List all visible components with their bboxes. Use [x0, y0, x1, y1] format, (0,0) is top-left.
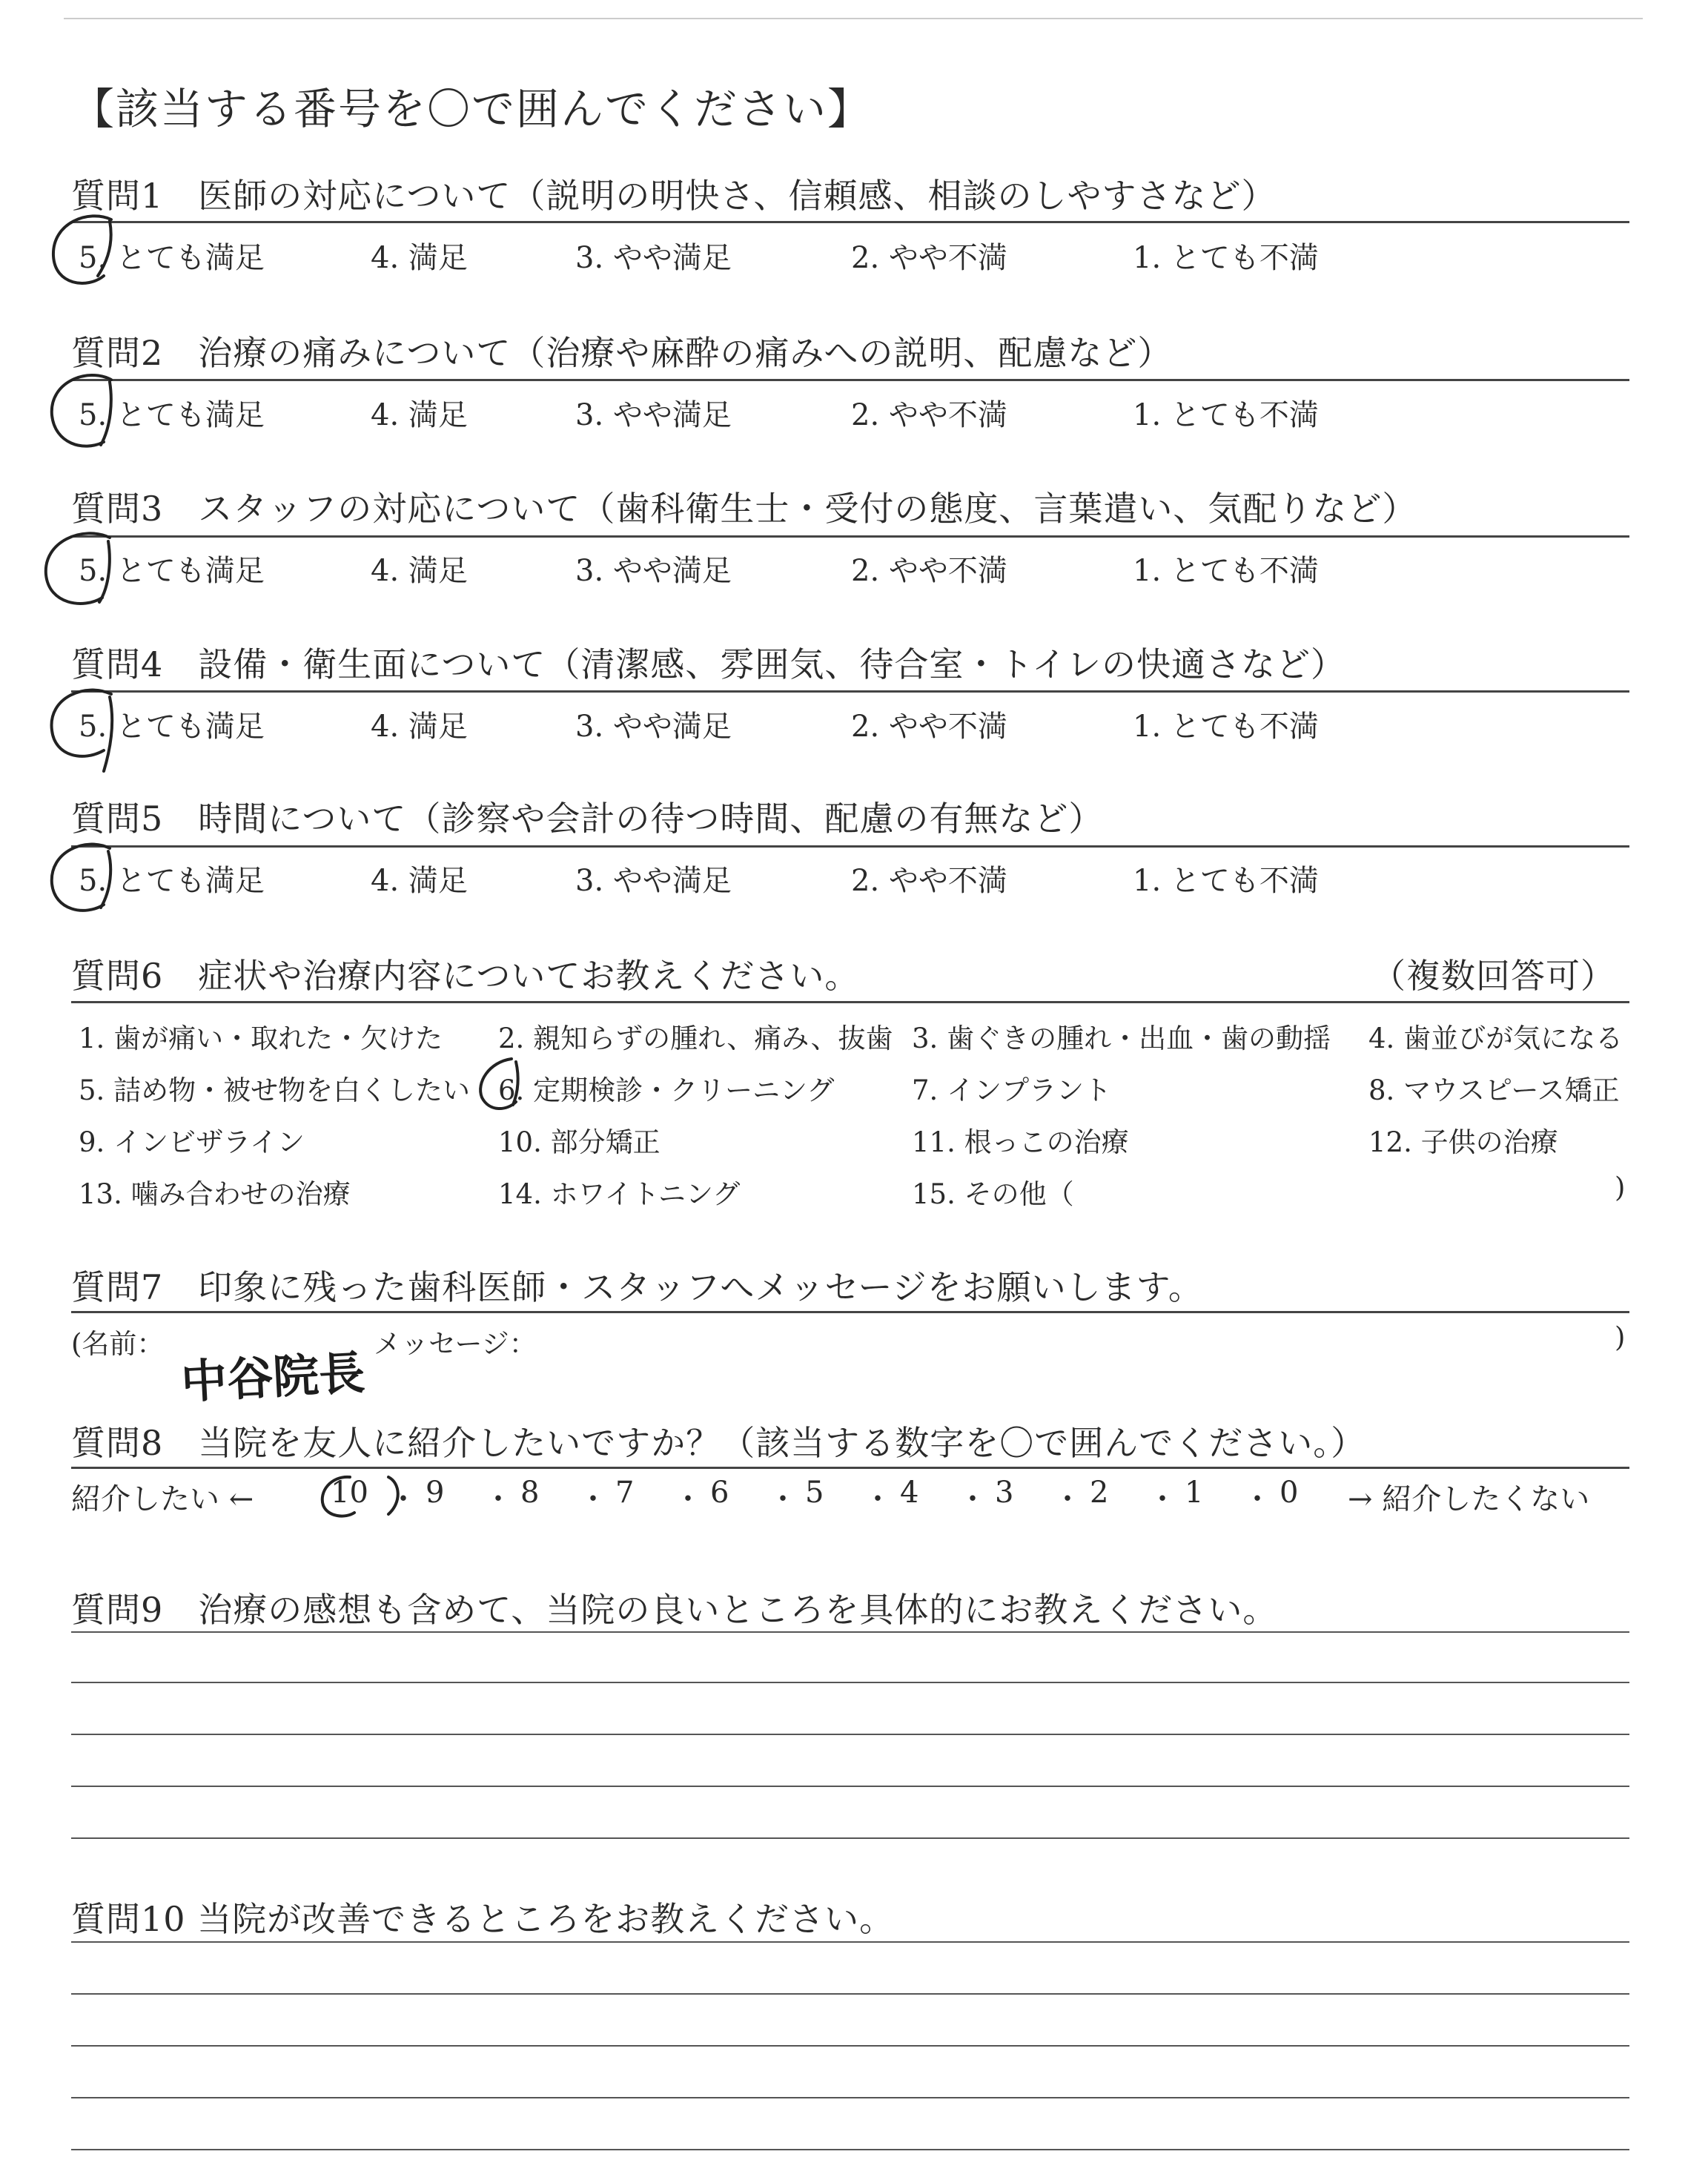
question-7-title: 質問7 印象に残った歯科医師・スタッフへメッセージをお願いします。	[71, 1267, 1203, 1307]
question-10-title: 質問10 当院が改善できるところをお教えください。	[71, 1899, 895, 1939]
recommend-score-9: 9	[426, 1476, 445, 1510]
question-5-rule	[71, 845, 1629, 848]
symptom-option-6: 6. 定期検診・クリーニング	[498, 1074, 835, 1106]
question-2-rule	[71, 379, 1629, 381]
q1-option-1: 1. とても不満	[1133, 241, 1319, 275]
symptom-option-9: 9. インビザライン	[79, 1126, 305, 1158]
symptom-option-10: 10. 部分矯正	[498, 1126, 661, 1158]
q5-option-5: 5. とても満足	[79, 864, 265, 898]
name-label: (名前：	[71, 1328, 165, 1360]
symptom-option-3: 3. 歯ぐきの腫れ・出血・歯の動揺	[912, 1023, 1331, 1054]
question-9-title: 質問9 治療の感想も含めて、当院の良いところを具体的にお教えください。	[71, 1590, 1278, 1630]
q1-option-2: 2. やや不満	[851, 241, 1007, 275]
question-8-rule	[71, 1467, 1629, 1469]
recommend-separator: ・	[1053, 1482, 1082, 1516]
question-6-title: 質問6 症状や治療内容についてお教えください。	[71, 956, 860, 996]
recommend-left-label: 紹介したい ←	[71, 1482, 254, 1516]
recommend-separator: ・	[388, 1482, 418, 1516]
question-10-answer-line-3	[71, 2045, 1629, 2047]
q3-option-4: 4. 満足	[371, 554, 468, 588]
recommend-score-3: 3	[995, 1476, 1014, 1510]
question-9-answer-line-5	[71, 1837, 1629, 1839]
recommend-score-0: 0	[1280, 1476, 1299, 1510]
q5-option-1: 1. とても不満	[1133, 864, 1319, 898]
question-2-title: 質問2 治療の痛みについて（治療や麻酔の痛みへの説明、配慮など）	[71, 333, 1173, 373]
q5-option-2: 2. やや不満	[851, 864, 1007, 898]
symptom-option-8: 8. マウスピース矯正	[1368, 1074, 1620, 1106]
question-4-rule	[71, 690, 1629, 693]
q4-option-3: 3. やや満足	[575, 710, 732, 744]
q2-option-1: 1. とても不満	[1133, 398, 1319, 432]
question-3-rule	[71, 535, 1629, 538]
q2-option-2: 2. やや不満	[851, 398, 1007, 432]
question-6-rule	[71, 1001, 1629, 1003]
question-10-answer-line-4	[71, 2097, 1629, 2098]
q4-option-1: 1. とても不満	[1133, 710, 1319, 744]
question-10-answer-line-1	[71, 1941, 1629, 1943]
q4-option-2: 2. やや不満	[851, 710, 1007, 744]
symptom-option-14: 14. ホワイトニング	[498, 1178, 741, 1210]
recommend-separator: ・	[768, 1482, 798, 1516]
question-8-title: 質問8 当院を友人に紹介したいですか？（該当する数字を〇で囲んでください。）	[71, 1423, 1366, 1463]
recommend-score-1: 1	[1185, 1476, 1204, 1510]
symptom-option-12: 12. 子供の治療	[1368, 1126, 1558, 1158]
q3-option-2: 2. やや不満	[851, 554, 1007, 588]
q5-option-3: 3. やや満足	[575, 864, 732, 898]
q2-option-4: 4. 満足	[371, 398, 468, 432]
recommend-score-5: 5	[805, 1476, 824, 1510]
q1-option-5: 5. とても満足	[79, 241, 265, 275]
q2-option-5: 5. とても満足	[79, 398, 265, 432]
symptom-option-2: 2. 親知らずの腫れ、痛み、抜歯	[498, 1023, 893, 1054]
q3-option-1: 1. とても不満	[1133, 554, 1319, 588]
instruction-heading: 【該当する番号を〇で囲んでください】	[71, 84, 873, 134]
recommend-score-6: 6	[710, 1476, 729, 1510]
symptom-option-1: 1. 歯が痛い・取れた・欠けた	[79, 1023, 443, 1054]
recommend-separator: ・	[673, 1482, 703, 1516]
recommend-score-7: 7	[615, 1476, 635, 1510]
q3-option-3: 3. やや満足	[575, 554, 732, 588]
question-10-answer-line-2	[71, 1993, 1629, 1995]
recommend-score-10: 10	[331, 1476, 368, 1510]
q3-option-5: 5. とても満足	[79, 554, 265, 588]
question-7-rule	[71, 1311, 1629, 1313]
question-9-answer-line-2	[71, 1682, 1629, 1683]
q4-option-4: 4. 満足	[371, 710, 468, 744]
message-close: )	[1615, 1321, 1626, 1353]
question-9-answer-line-4	[71, 1786, 1629, 1787]
q1-option-4: 4. 満足	[371, 241, 468, 275]
recommend-separator: ・	[1148, 1482, 1177, 1516]
handwritten-name: 中谷院長	[179, 1345, 367, 1410]
question-1-title: 質問1 医師の対応について（説明の明快さ、信頼感、相談のしやすさなど）	[71, 176, 1277, 216]
recommend-separator: ・	[483, 1482, 513, 1516]
recommend-separator: ・	[578, 1482, 608, 1516]
q1-option-3: 3. やや満足	[575, 241, 732, 275]
question-3-title: 質問3 スタッフの対応について（歯科衛生士・受付の態度、言葉遣い、気配りなど）	[71, 489, 1417, 529]
recommend-separator: ・	[958, 1482, 987, 1516]
message-label: メッセージ：	[374, 1328, 537, 1360]
recommend-score-8: 8	[520, 1476, 540, 1510]
top-border	[64, 18, 1643, 19]
question-1-rule	[71, 221, 1629, 223]
recommend-separator: ・	[863, 1482, 893, 1516]
recommend-score-2: 2	[1090, 1476, 1109, 1510]
symptom-option-13: 13. 噛み合わせの治療	[79, 1178, 351, 1210]
symptom-option-11: 11. 根っこの治療	[912, 1126, 1129, 1158]
q2-option-3: 3. やや満足	[575, 398, 732, 432]
question-4-title: 質問4 設備・衛生面について（清潔感、雰囲気、待合室・トイレの快適さなど）	[71, 644, 1346, 684]
recommend-right-label: → 紹介したくない	[1348, 1482, 1590, 1516]
symptom-option-5: 5. 詰め物・被せ物を白くしたい	[79, 1074, 471, 1106]
symptom-option-15: 15. その他（	[912, 1178, 1074, 1210]
question-5-title: 質問5 時間について（診察や会計の待つ時間、配慮の有無など）	[71, 799, 1104, 839]
question-6-multi-note: （複数回答可）	[1371, 956, 1615, 996]
question-9-answer-line-1	[71, 1631, 1629, 1633]
recommend-score-4: 4	[900, 1476, 919, 1510]
question-9-answer-line-3	[71, 1734, 1629, 1735]
q4-option-5: 5. とても満足	[79, 710, 265, 744]
q5-option-4: 4. 満足	[371, 864, 468, 898]
symptom-option-7: 7. インプラント	[912, 1074, 1112, 1106]
recommend-separator: ・	[1242, 1482, 1272, 1516]
question-10-answer-line-5	[71, 2149, 1629, 2150]
symptom-option-4: 4. 歯並びが気になる	[1368, 1023, 1623, 1054]
symptom-option-15-close: )	[1615, 1172, 1626, 1203]
